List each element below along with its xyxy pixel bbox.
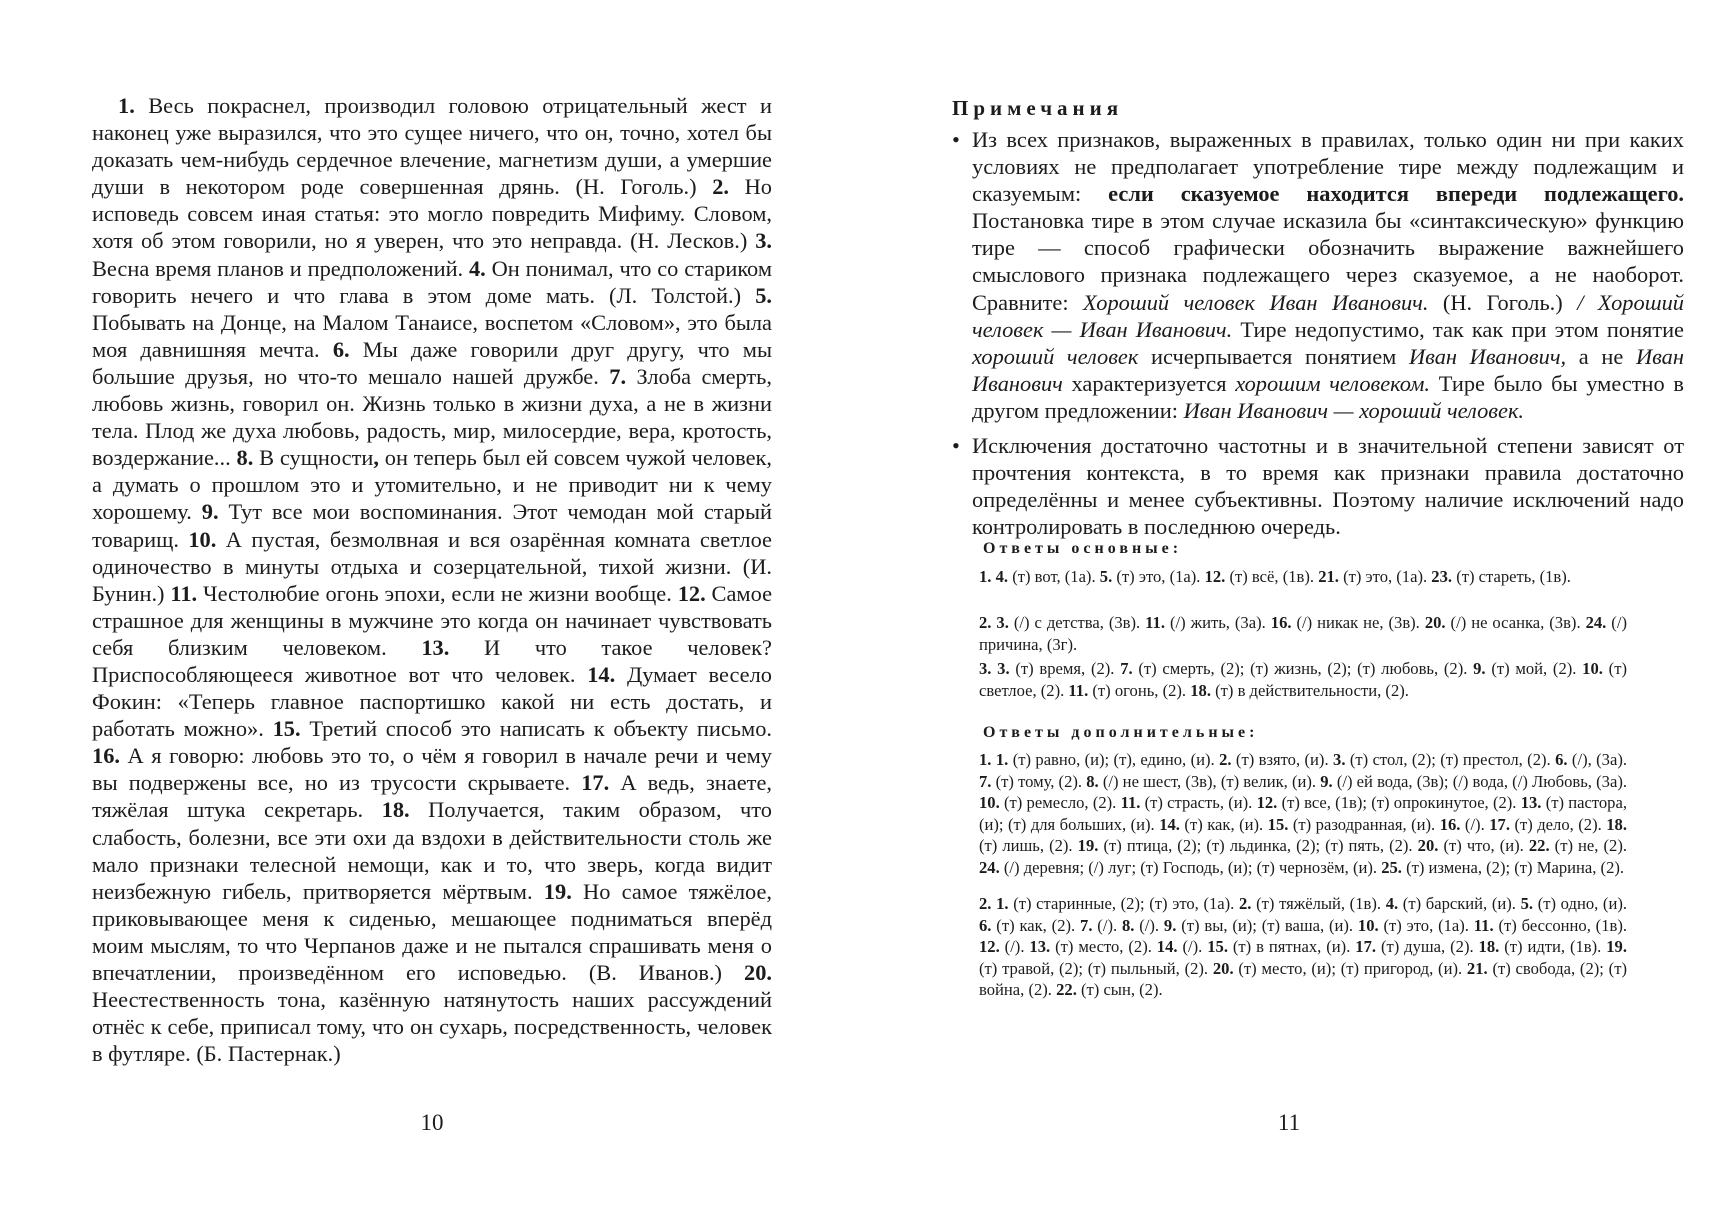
text-run: он теперь был ей совсем чужой человек, а думать о прошлом это и утомительно, и не приводит ни к чему хорошему. bbox=[92, 445, 772, 525]
text-run: (т) это, (1а). bbox=[1378, 915, 1474, 935]
bold-run: 2. bbox=[712, 174, 729, 200]
bold-run: 4. bbox=[1385, 894, 1399, 913]
bold-run: 7. bbox=[1120, 659, 1133, 678]
text-run: Постановка тире в этом случае исказила бы «синтаксическую» функцию тире — способ графически обозначить выражение важнейшего смыслового признака подлежащего через сказуемое, а не наоборот. Сравните: bbox=[972, 208, 1684, 315]
bold-run: 8. bbox=[1121, 915, 1135, 935]
answer-group-extra-2 bbox=[979, 893, 1627, 1001]
text-run: (/) жить, (3а). bbox=[1164, 613, 1271, 632]
bold-run: 11. bbox=[1120, 793, 1141, 813]
bold-run: 18. bbox=[1606, 814, 1627, 834]
bold-run: 19. bbox=[1077, 836, 1099, 856]
text-run: (т) старинные, (2); (т) это, (1а). bbox=[1008, 894, 1239, 913]
bold-run: 24. bbox=[1585, 613, 1607, 632]
text-run: (т) стол, (2); (т) престол, (2). bbox=[1345, 750, 1556, 769]
bold-run: 15. bbox=[1267, 814, 1289, 834]
text-run: (/), (3а). bbox=[1567, 750, 1627, 769]
bold-run: если сказуемое находится впереди подлежащего. bbox=[1108, 181, 1685, 207]
bold-run: 16. bbox=[1270, 613, 1292, 632]
answer-group-main-1 bbox=[979, 566, 1627, 588]
text-run: исчерпывается понятием bbox=[1138, 343, 1409, 369]
text-run: Из всех признаков, выраженных в правилах, только один ни при каких условиях не предполагает употребление тире между подлежащим и сказуемым: bbox=[972, 127, 1684, 207]
text-run: (/). bbox=[1177, 937, 1208, 957]
text-run: Исключения достаточно частотны и в значительной степени зависят от прочтения контекста, в то время как признаки правила достаточно определённы и менее субъективны. Поэтому наличие исключений надо контролировать в последнюю очередь. bbox=[972, 433, 1684, 540]
answer-group-extra-1 bbox=[979, 749, 1627, 879]
text-run: Третий способ это написать к объекту письмо. bbox=[300, 716, 772, 742]
text-run: (/). bbox=[1460, 814, 1490, 834]
note-text bbox=[972, 127, 1684, 423]
bold-run: 11. bbox=[1068, 680, 1089, 700]
bold-run: 17. bbox=[1489, 814, 1510, 834]
page-number-left: 10 bbox=[420, 1110, 444, 1135]
text-run: А ведь, знаете, тяжёлая штука секретарь. bbox=[92, 770, 772, 823]
bold-run: 15. bbox=[272, 716, 301, 742]
bold-run: 9. bbox=[1473, 659, 1486, 678]
page-number-right: 11 bbox=[1277, 1110, 1301, 1135]
text-run: (т) место, (и); (т) пригород, (и). bbox=[1233, 958, 1467, 978]
text-run: (т) огонь, (2). bbox=[1088, 680, 1191, 700]
italic-run: Иван Иванович, bbox=[1408, 343, 1567, 369]
bold-run: 20. bbox=[1424, 613, 1446, 632]
text-run: Он понимал, что со стариком говорить нечего и что глава в этом доме мать. (Л. Толстой.) bbox=[92, 255, 772, 308]
italic-run: Хороший человек Иван Иванович. bbox=[1083, 289, 1429, 315]
bold-run: 8. bbox=[236, 445, 254, 471]
text-run: (т) равно, (и); (т), едино, (и). bbox=[1008, 750, 1220, 769]
bold-run: 5. bbox=[1520, 894, 1534, 913]
bold-run: 10. bbox=[979, 793, 1000, 813]
text-run: (т) как, (и). bbox=[1179, 814, 1268, 834]
text-run: (/). bbox=[1092, 915, 1122, 935]
bold-run: 13. bbox=[421, 634, 450, 660]
bold-run: 16. bbox=[92, 743, 120, 769]
text-run: (т) травой, (2); (т) пыльный, (2). bbox=[979, 958, 1213, 978]
bold-run: 9. bbox=[201, 499, 219, 525]
italic-run: Иван Иванович bbox=[972, 343, 1684, 396]
text-run: (т) светлое, (2). bbox=[979, 659, 1627, 700]
text-run: (т) вот, (1а). bbox=[1008, 567, 1100, 586]
bold-run: 18. bbox=[1190, 680, 1211, 700]
bold-run: 14. bbox=[587, 661, 616, 687]
text-run: (т) страсть, (и). bbox=[1140, 793, 1257, 813]
text-run: (т) как, (2). bbox=[991, 915, 1081, 935]
bold-run: 10. bbox=[1582, 659, 1603, 678]
bold-run: 22. bbox=[1056, 980, 1077, 1000]
text-run: (т) стареть, (1в). bbox=[1452, 567, 1571, 586]
bold-run: 22. bbox=[1528, 836, 1550, 856]
note-text bbox=[972, 433, 1684, 539]
exercise-text bbox=[92, 92, 772, 1067]
notes-title: Примечания bbox=[952, 96, 1124, 120]
bold-run: 7. bbox=[1080, 915, 1093, 935]
bold-run: 7. bbox=[979, 771, 992, 791]
text-run: (т) не, (2). bbox=[1549, 836, 1627, 856]
bold-run: 15. bbox=[1207, 937, 1228, 957]
bold-run: 10. bbox=[188, 526, 217, 552]
bold-run: 12. bbox=[1256, 793, 1278, 813]
bold-run: 9. bbox=[1320, 771, 1333, 791]
bold-run: 21. bbox=[1318, 567, 1339, 586]
bold-run: 2. 1. bbox=[979, 894, 1009, 913]
text-run: Получается, таким образом, что слабость, болезни, все эти охи да вздохи в действительности столь же мало признаки телесной немощи, как и то, что зверь, когда видит неизбежную гибель, притворяется мёртвым. bbox=[92, 797, 772, 904]
text-run: (т) время, (2). bbox=[1009, 659, 1121, 678]
bold-run: , bbox=[373, 445, 379, 471]
text-run: а не bbox=[1566, 343, 1636, 369]
bold-run: 20. bbox=[1417, 836, 1439, 856]
bold-run: 19. bbox=[543, 878, 572, 904]
bold-run: 2. bbox=[1219, 750, 1232, 769]
text-run: И что такое человек? Приспособляющееся животное вот что человек. bbox=[92, 634, 772, 687]
text-run: (т) в действительности, (2). bbox=[1210, 680, 1409, 700]
bold-run: 12. bbox=[1204, 567, 1226, 586]
bold-run: 21. bbox=[1466, 958, 1488, 978]
text-run: (т) взято, (и). bbox=[1231, 750, 1334, 769]
text-run: Мы даже говорили друг другу, что мы большие друзья, но что-то мешало нашей дружбе. bbox=[92, 336, 772, 389]
bold-run: 1. bbox=[118, 93, 135, 118]
text-run: (т) лишь, (2). bbox=[979, 836, 1078, 856]
bold-run: 9. bbox=[1163, 915, 1177, 935]
text-run: (/). bbox=[999, 937, 1030, 957]
text-run: (т) мой, (2). bbox=[1485, 659, 1583, 678]
text-run: (т) всё, (1в). bbox=[1225, 567, 1319, 586]
left-page bbox=[0, 0, 856, 1211]
text-run: (/) с детства, (3в). bbox=[1008, 613, 1146, 632]
text-run: Честолюбие огонь эпохи, если не жизни вообще. bbox=[197, 580, 678, 606]
text-run: (/). bbox=[1134, 915, 1164, 935]
text-run: (т) в пятнах, (и). bbox=[1227, 937, 1356, 957]
text-run: (/) деревня; (/) луг; (т) Господь, (и); (т) чернозём, (и). bbox=[999, 857, 1382, 877]
bold-run: 18. bbox=[381, 797, 410, 823]
bold-run: 1. 4. bbox=[979, 567, 1009, 586]
answer-group-main-3 bbox=[979, 658, 1627, 701]
italic-run: хороший человек bbox=[972, 343, 1139, 369]
bold-run: 11. bbox=[170, 580, 198, 606]
bold-run: 14. bbox=[1156, 937, 1178, 957]
text-run: Самое страшное для женщины в мужчине это когда он начинает чувствовать себя близким человеком. bbox=[92, 580, 773, 660]
bold-run: 23. bbox=[1431, 567, 1453, 586]
text-run: (т) место, (2). bbox=[1050, 937, 1157, 957]
text-run: Злоба смерть, любовь жизнь, говорил он. Жизнь только в жизни духа, а не в жизни тела. Плод же духа любовь, радость, мир, милосердие, вера, кротость, воздержание... bbox=[92, 363, 772, 471]
text-run: Побывать на Донце, на Малом Танаисе, воспетом «Словом», это была моя давнишняя мечта. bbox=[92, 309, 772, 362]
text-run: Думает весело Фокин: «Теперь главное паспортишко какой ни есть достать, и работать можно». bbox=[92, 661, 772, 742]
text-run: (/) никак не, (3в). bbox=[1291, 613, 1425, 632]
text-run: (т) тяжёлый, (1в). bbox=[1251, 894, 1386, 913]
text-run: (т) бессонно, (1в). bbox=[1493, 915, 1628, 935]
bold-run: 17. bbox=[581, 770, 610, 796]
text-run: (т) разодранная, (и). bbox=[1288, 814, 1440, 834]
text-run: Тире недопустимо, так как при этом понятие bbox=[1232, 316, 1684, 342]
text-run: (т) идти, (1в). bbox=[1499, 937, 1607, 957]
bold-run: 1. 1. bbox=[979, 750, 1009, 769]
text-run: (т) что, (и). bbox=[1438, 836, 1529, 856]
text-run: (т) тому, (2). bbox=[991, 771, 1087, 791]
text-run: (т) ремесло, (2). bbox=[999, 793, 1121, 813]
bold-run: 24. bbox=[979, 857, 1000, 877]
answers-extra-title: Ответы дополнительные: bbox=[983, 724, 1259, 741]
notes-list bbox=[952, 126, 1684, 548]
bold-run: 20. bbox=[744, 960, 772, 985]
bold-run: 13. bbox=[1029, 937, 1051, 957]
answers-main-title: Ответы основные: bbox=[983, 540, 1183, 557]
bold-run: 18. bbox=[1478, 937, 1500, 957]
note-item bbox=[952, 126, 1684, 424]
text-run: (т) одно, (и). bbox=[1533, 894, 1628, 913]
bold-run: 2. 3. bbox=[979, 613, 1009, 632]
bold-run: 19. bbox=[1606, 937, 1627, 957]
text-run: Тут все мои воспоминания. Этот чемодан мой старый товарищ. bbox=[92, 499, 772, 552]
italic-run: / Хороший человек — Иван Иванович. bbox=[972, 289, 1684, 342]
bold-run: 12. bbox=[677, 580, 706, 606]
bold-run: 10. bbox=[1357, 915, 1379, 935]
answer-group-main-2 bbox=[979, 612, 1627, 655]
bold-run: 4. bbox=[468, 255, 486, 281]
text-run: (т) это, (1а). bbox=[1338, 567, 1432, 586]
text-run: Неестественность тона, казённую натянутость наших рассуждений отнёс к себе, приписал тому, что он сухарь, посредственность, человек в футляре. (Б. Пастернак.) bbox=[92, 987, 772, 1067]
text-run: (т) измена, (2); (т) Марина, (2). bbox=[1401, 857, 1625, 877]
bold-run: 3. bbox=[755, 228, 772, 254]
italic-run: Иван Иванович — хороший человек. bbox=[1183, 397, 1525, 423]
text-run: (т) пастора, (и); (т) для больших, (и). bbox=[979, 793, 1627, 834]
text-run: (т) барский, (и). bbox=[1398, 894, 1521, 913]
bold-run: 16. bbox=[1439, 814, 1461, 834]
text-run: (т) птица, (2); (т) льдинка, (2); (т) пять, (2). bbox=[1098, 836, 1418, 856]
bold-run: 2. bbox=[1239, 894, 1252, 913]
text-run: (/) ей вода, (3в); (/) вода, (/) Любовь, (3а). bbox=[1332, 771, 1627, 791]
bold-run: 6. bbox=[1555, 750, 1568, 769]
text-run: (т) сын, (2). bbox=[1076, 980, 1163, 1000]
bold-run: 14. bbox=[1159, 814, 1180, 834]
text-run: (т) дело, (2). bbox=[1509, 814, 1607, 834]
text-run: (т) смерть, (2); (т) жизнь, (2); (т) любовь, (2). bbox=[1132, 659, 1474, 678]
bold-run: 12. bbox=[979, 937, 1000, 957]
text-run: Весна время планов и предположений. bbox=[92, 255, 469, 281]
bold-run: 11. bbox=[1145, 613, 1165, 632]
text-run: Но исповедь совсем иная статья: это могло повредить Мифиму. Словом, хотя об этом говорили, но я уверен, что это неправда. (Н. Лесков.) bbox=[92, 174, 773, 254]
text-run: В сущности bbox=[253, 445, 374, 471]
text-run: (/) причина, (3г). bbox=[979, 613, 1627, 654]
text-run: характеризуется bbox=[1062, 370, 1236, 396]
text-run: Весь покраснел, производил головою отрицательный жест и наконец уже выразился, что это сущее ничего, что он, точно, хотел бы доказать чем-нибудь сердечное влечение, магнетизм души, а умершие души в некотором роде совершенная дрянь. (Н. Гоголь.) bbox=[92, 93, 772, 200]
text-run: (т) свобода, (2); (т) война, (2). bbox=[979, 958, 1627, 1000]
bold-run: 5. bbox=[1099, 567, 1113, 586]
text-run: А я говорю: любовь это то, о чём я говорил в начале речи и чему вы подвержены все, но из трусости скрываете. bbox=[92, 743, 772, 796]
text-run: (т) вы, (и); (т) ваша, (и). bbox=[1176, 915, 1358, 935]
text-run: (/) не осанка, (3в). bbox=[1445, 613, 1586, 632]
bold-run: 3. 3. bbox=[979, 659, 1010, 678]
text-run: (т) душа, (2). bbox=[1376, 937, 1479, 957]
text-run: (/) не шест, (3в), (т) велик, (и). bbox=[1098, 771, 1321, 791]
bullet-icon: • bbox=[952, 127, 960, 152]
bold-run: 7. bbox=[609, 363, 627, 389]
italic-run: хорошим человеком. bbox=[1235, 370, 1431, 396]
text-run: А пустая, безмолвная и вся озарённая комната светлое одиночество в минуты отдыха и созерцательной, тихой жизни. (И. Бунин.) bbox=[92, 526, 772, 606]
text-run: (т) это, (1а). bbox=[1112, 567, 1205, 586]
bold-run: 5. bbox=[755, 282, 772, 308]
note-item bbox=[952, 432, 1684, 540]
bold-run: 25. bbox=[1381, 857, 1402, 877]
bold-run: 11. bbox=[1473, 915, 1494, 935]
text-run: (Н. Гоголь.) bbox=[1428, 289, 1578, 315]
bold-run: 6. bbox=[332, 336, 350, 362]
bold-run: 20. bbox=[1212, 958, 1234, 978]
bullet-icon: • bbox=[952, 433, 960, 459]
text-run: (т) все, (1в); (т) опрокинутое, (2). bbox=[1277, 793, 1521, 813]
bold-run: 17. bbox=[1355, 937, 1377, 957]
bold-run: 3. bbox=[1333, 750, 1346, 769]
text-run: Тире было бы уместно в другом предложении: bbox=[972, 370, 1684, 423]
bold-run: 13. bbox=[1520, 793, 1542, 813]
bold-run: 6. bbox=[979, 915, 992, 935]
right-page bbox=[856, 0, 1713, 1211]
text-run: Но самое тяжёлое, приковывающее меня к сиденью, мешающее подниматься вперёд моим мыслям, то что Черпанов даже и не пытался спрашивать меня о впечатлении, произведённом его исповедью. (В. Иванов.) bbox=[92, 878, 772, 985]
bold-run: 8. bbox=[1086, 771, 1099, 791]
